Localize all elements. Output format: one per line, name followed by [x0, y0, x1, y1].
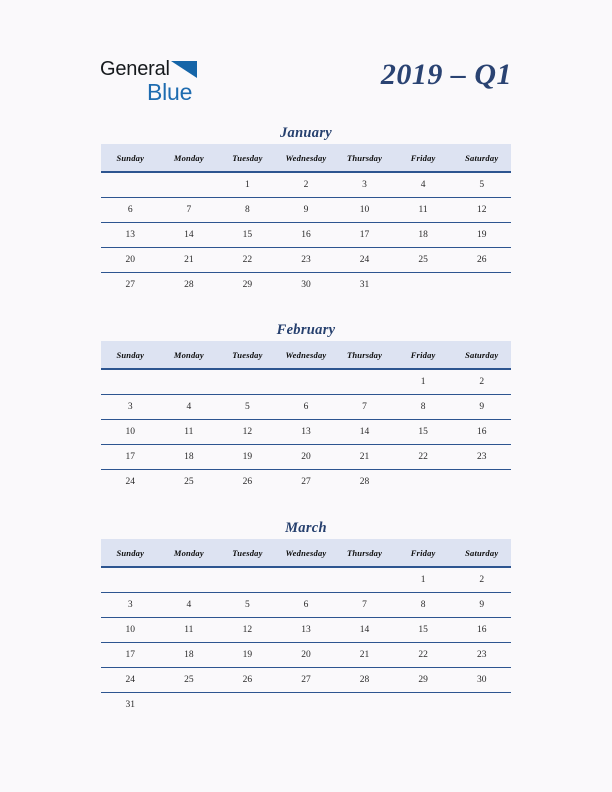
day-cell[interactable]: 26: [452, 248, 511, 273]
day-cell[interactable]: 28: [359, 477, 370, 487]
weekday-header-wednesday: Wednesday: [277, 539, 336, 567]
day-cell-empty: [218, 369, 277, 395]
day-cell[interactable]: 6: [277, 395, 336, 420]
day-cell-empty: [101, 172, 160, 198]
day-cell[interactable]: 11: [394, 198, 453, 223]
day-cell[interactable]: 15: [218, 223, 277, 248]
weekday-header-monday: Monday: [160, 144, 219, 172]
weekday-header-tuesday: Tuesday: [218, 539, 277, 567]
day-cell-empty: [277, 693, 336, 718]
weekday-header-saturday: Saturday: [452, 539, 511, 567]
day-cell[interactable]: 14: [160, 223, 219, 248]
day-cell[interactable]: 21: [335, 445, 394, 470]
day-cell[interactable]: 2: [452, 567, 511, 593]
day-cell[interactable]: 18: [160, 445, 219, 470]
day-cell-empty: [394, 470, 453, 495]
weekday-header-thursday: Thursday: [335, 144, 394, 172]
week-row: [101, 693, 511, 718]
day-cell[interactable]: 30: [301, 280, 311, 290]
day-cell[interactable]: 16: [277, 223, 336, 248]
day-cell[interactable]: 3: [101, 593, 160, 618]
day-cell[interactable]: 1: [218, 172, 277, 198]
day-cell[interactable]: 21: [335, 643, 394, 668]
day-cell[interactable]: 27: [125, 280, 136, 290]
weekday-header-sunday: Sunday: [101, 539, 160, 567]
day-cell[interactable]: 31: [359, 280, 370, 290]
weekday-header-sunday: Sunday: [101, 144, 160, 172]
month-block-march: [101, 517, 511, 717]
day-cell-empty: [452, 693, 511, 718]
day-cell[interactable]: 7: [335, 593, 394, 618]
day-cell-empty: [394, 693, 453, 718]
day-cell[interactable]: 2: [277, 172, 336, 198]
weekday-header-thursday: Thursday: [335, 539, 394, 567]
day-cell[interactable]: 4: [394, 172, 453, 198]
month-title: March: [285, 520, 327, 536]
day-cell[interactable]: 6: [277, 593, 336, 618]
day-cell[interactable]: 17: [101, 643, 160, 668]
day-cell[interactable]: 12: [452, 198, 511, 223]
weekday-header-friday: Friday: [394, 341, 453, 369]
day-cell[interactable]: 14: [335, 420, 394, 445]
day-cell[interactable]: 23: [452, 643, 511, 668]
day-cell[interactable]: 26: [218, 668, 277, 693]
weekday-header-row: [101, 144, 511, 172]
day-cell[interactable]: 25: [160, 668, 219, 693]
day-cell[interactable]: 28: [335, 668, 394, 693]
week-row: [101, 470, 511, 495]
day-cell[interactable]: 24: [125, 477, 136, 487]
week-row: [101, 395, 511, 420]
day-cell[interactable]: 25: [394, 248, 453, 273]
day-cell-empty: [277, 369, 336, 395]
day-cell[interactable]: 19: [452, 223, 511, 248]
day-cell[interactable]: 17: [101, 445, 160, 470]
day-cell[interactable]: 4: [160, 395, 219, 420]
day-cell[interactable]: 19: [218, 643, 277, 668]
month-title: January: [279, 125, 333, 141]
day-cell[interactable]: 26: [242, 477, 253, 487]
general-blue-logo: [100, 58, 230, 108]
day-cell[interactable]: 29: [242, 280, 253, 290]
calendar-table: [101, 341, 511, 494]
weekday-header-monday: Monday: [160, 341, 219, 369]
day-cell[interactable]: 10: [101, 420, 160, 445]
day-cell[interactable]: 3: [101, 395, 160, 420]
logo-text-blue: Blue: [147, 79, 193, 105]
page-header: [0, 0, 612, 118]
day-cell[interactable]: 28: [184, 280, 194, 290]
day-cell[interactable]: 27: [301, 477, 311, 487]
page-title: 2019 – Q1: [380, 58, 512, 91]
day-cell[interactable]: 7: [335, 395, 394, 420]
day-cell[interactable]: 5: [452, 172, 511, 198]
week-row: [101, 369, 511, 395]
day-cell-empty: [277, 567, 336, 593]
day-cell[interactable]: 16: [452, 618, 511, 643]
day-cell[interactable]: 13: [101, 223, 160, 248]
day-cell[interactable]: 15: [394, 420, 453, 445]
month-block-february: [101, 319, 511, 494]
week-row: [101, 223, 511, 248]
weekday-header-row: [101, 341, 511, 369]
day-cell[interactable]: 20: [277, 445, 336, 470]
day-cell[interactable]: 21: [160, 248, 219, 273]
weekday-header-saturday: Saturday: [452, 341, 511, 369]
day-cell[interactable]: 11: [160, 420, 219, 445]
day-cell[interactable]: 11: [160, 618, 219, 643]
weekday-header-friday: Friday: [394, 144, 453, 172]
weekday-header-sunday: Sunday: [101, 341, 160, 369]
day-cell[interactable]: 22: [394, 445, 453, 470]
weekday-header-row: [101, 539, 511, 567]
week-row: [101, 172, 511, 198]
weekday-header-tuesday: Tuesday: [218, 144, 277, 172]
day-cell[interactable]: 5: [218, 593, 277, 618]
day-cell-empty: [218, 567, 277, 593]
month-title: February: [276, 322, 336, 338]
day-cell-empty: [101, 567, 160, 593]
month-block-january: [101, 122, 511, 297]
day-cell[interactable]: 16: [452, 420, 511, 445]
week-row: [101, 567, 511, 593]
day-cell-empty: [335, 693, 394, 718]
day-cell[interactable]: 30: [452, 668, 511, 693]
day-cell[interactable]: 12: [218, 420, 277, 445]
weekday-header-saturday: Saturday: [452, 144, 511, 172]
day-cell[interactable]: 4: [160, 593, 219, 618]
day-cell-empty: [160, 693, 219, 718]
day-cell-empty: [452, 273, 511, 298]
day-cell-empty: [101, 369, 160, 395]
day-cell[interactable]: 14: [335, 618, 394, 643]
week-row: [101, 618, 511, 643]
week-row: [101, 593, 511, 618]
day-cell[interactable]: 9: [452, 395, 511, 420]
day-cell[interactable]: 10: [335, 198, 394, 223]
day-cell[interactable]: 5: [218, 395, 277, 420]
day-cell[interactable]: 31: [125, 700, 136, 710]
calendar-table: [101, 539, 511, 717]
week-row: [101, 420, 511, 445]
day-cell[interactable]: 17: [335, 223, 394, 248]
day-cell[interactable]: 10: [101, 618, 160, 643]
day-cell[interactable]: 23: [452, 445, 511, 470]
day-cell-empty: [452, 470, 511, 495]
weekday-header-tuesday: Tuesday: [218, 341, 277, 369]
day-cell[interactable]: 9: [452, 593, 511, 618]
day-cell[interactable]: 7: [160, 198, 219, 223]
day-cell[interactable]: 18: [394, 223, 453, 248]
day-cell[interactable]: 8: [394, 395, 453, 420]
day-cell[interactable]: 22: [394, 643, 453, 668]
weekday-header-wednesday: Wednesday: [277, 341, 336, 369]
day-cell-empty: [160, 567, 219, 593]
day-cell[interactable]: 20: [101, 248, 160, 273]
day-cell[interactable]: 6: [101, 198, 160, 223]
day-cell-empty: [218, 693, 277, 718]
day-cell[interactable]: 15: [394, 618, 453, 643]
week-row: [101, 643, 511, 668]
week-row: [101, 445, 511, 470]
weekday-header-wednesday: Wednesday: [277, 144, 336, 172]
day-cell[interactable]: 19: [218, 445, 277, 470]
week-row: [101, 668, 511, 693]
day-cell-empty: [160, 172, 219, 198]
day-cell[interactable]: 3: [335, 172, 394, 198]
day-cell[interactable]: 24: [335, 248, 394, 273]
day-cell[interactable]: 8: [394, 593, 453, 618]
day-cell[interactable]: 23: [277, 248, 336, 273]
day-cell[interactable]: 20: [277, 643, 336, 668]
day-cell[interactable]: 9: [277, 198, 336, 223]
day-cell[interactable]: 24: [101, 668, 160, 693]
weekday-header-friday: Friday: [394, 539, 453, 567]
day-cell[interactable]: 1: [394, 567, 453, 593]
weekday-header-thursday: Thursday: [335, 341, 394, 369]
day-cell-empty: [160, 369, 219, 395]
day-cell[interactable]: 22: [218, 248, 277, 273]
logo-triangle-icon: [171, 61, 197, 78]
day-cell-empty: [335, 369, 394, 395]
day-cell-empty: [394, 273, 453, 298]
logo-text-general: General: [100, 58, 170, 80]
day-cell-empty: [335, 567, 394, 593]
day-cell[interactable]: 18: [160, 643, 219, 668]
day-cell[interactable]: 29: [394, 668, 453, 693]
day-cell[interactable]: 1: [394, 369, 453, 395]
calendar-table: [101, 144, 511, 297]
day-cell[interactable]: 13: [277, 420, 336, 445]
week-row: [101, 273, 511, 298]
day-cell[interactable]: 25: [184, 477, 194, 487]
day-cell[interactable]: 27: [277, 668, 336, 693]
weekday-header-monday: Monday: [160, 539, 219, 567]
week-row: [101, 198, 511, 223]
day-cell[interactable]: 8: [218, 198, 277, 223]
day-cell[interactable]: 13: [277, 618, 336, 643]
day-cell[interactable]: 2: [452, 369, 511, 395]
day-cell[interactable]: 12: [218, 618, 277, 643]
week-row: [101, 248, 511, 273]
